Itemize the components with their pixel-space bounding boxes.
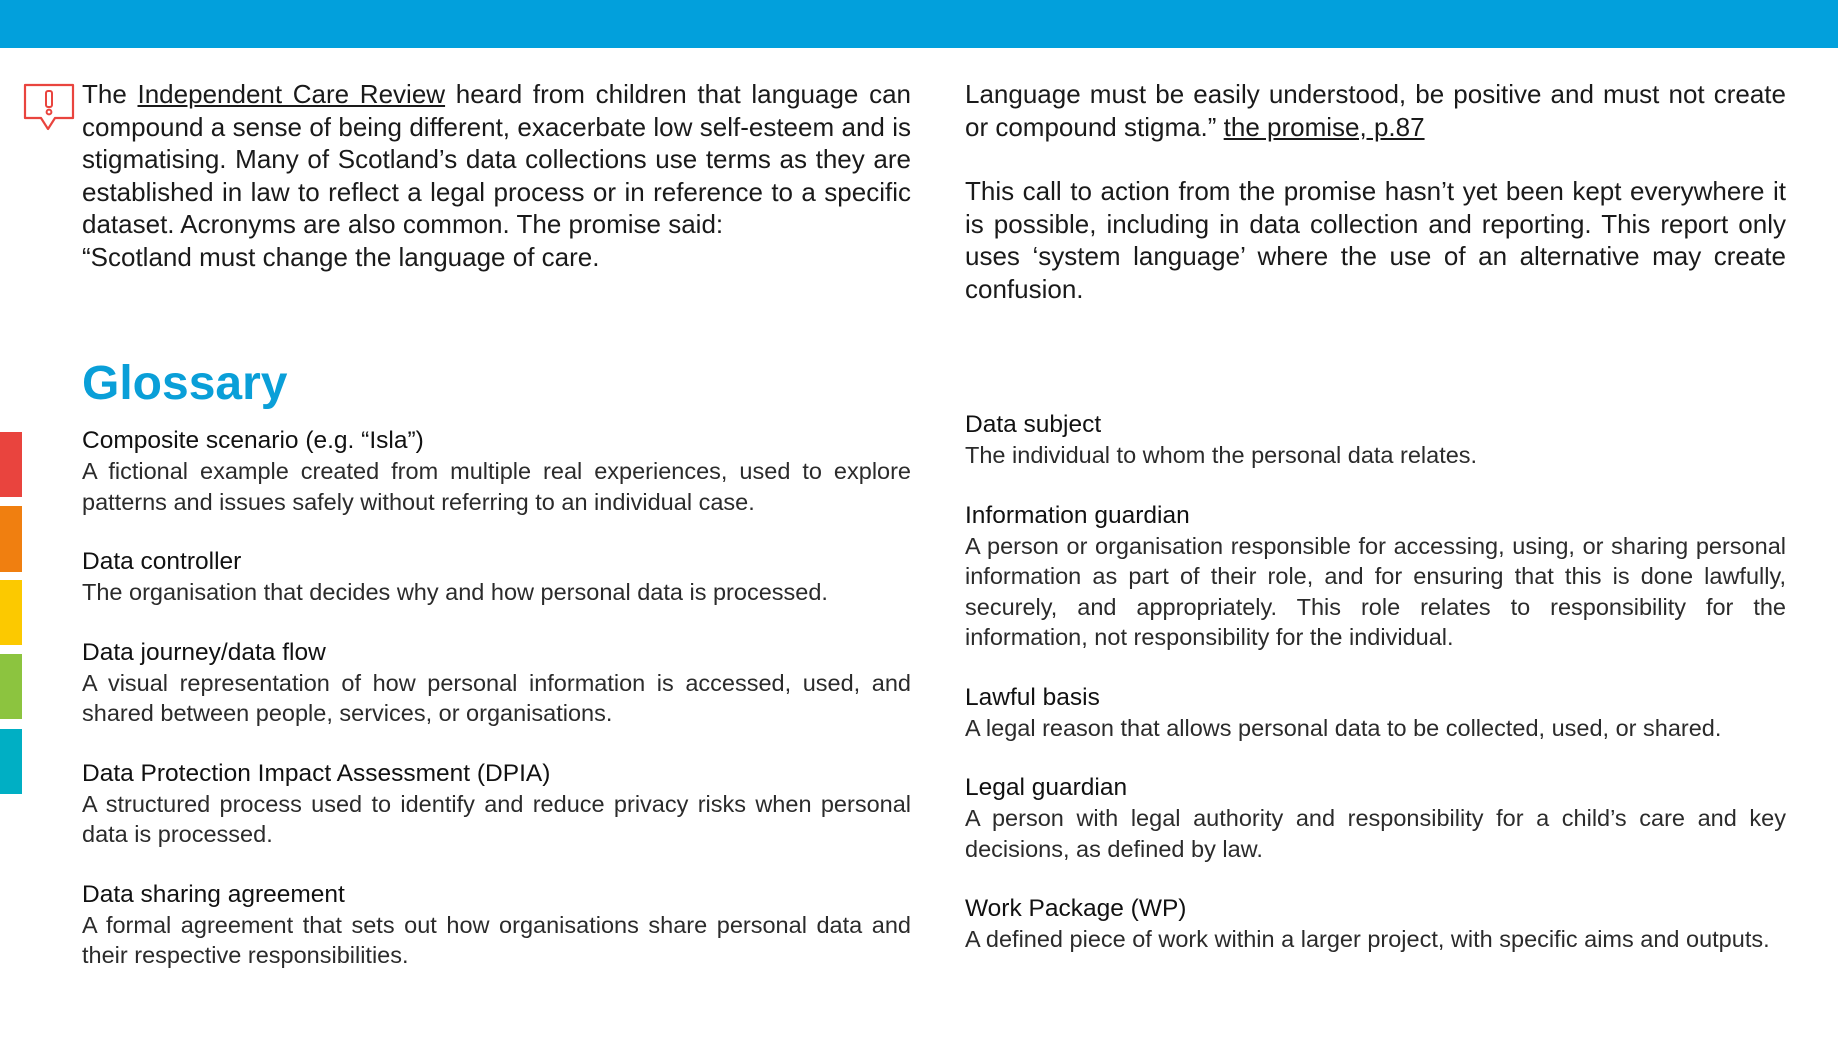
color-strip-teal [0, 729, 22, 794]
glossary-term: Information guardian [965, 501, 1190, 529]
glossary-entry [965, 683, 1786, 744]
glossary-term: Data subject [965, 411, 1102, 438]
glossary-definition: A formal agreement that sets out how organisations share personal data and their respective responsibilities. [82, 911, 911, 968]
glossary-entry [965, 894, 1786, 955]
glossary-heading: Glossary [82, 357, 288, 410]
intro-right-para2: This call to action from the promise hasn’t yet been kept everywhere it is possible, including in data collection and reporting. This report only uses ‘system language’ where the use of an alternative may create confusion. [965, 176, 1786, 304]
glossary-term: Data controller [82, 548, 242, 575]
intro-right-quote: Language must be easily understood, be positive and must not create or compound stigma.” [965, 79, 1786, 142]
glossary-definition: A defined piece of work within a larger project, with specific aims and outputs. [965, 926, 1770, 952]
glossary-definition: A visual representation of how personal information is accessed, used, and shared between people, services, or organisations. [82, 669, 911, 726]
glossary-term: Composite scenario (e.g. “Isla”) [82, 427, 424, 454]
glossary-definition: A person or organisation responsible for accessing, using, or sharing personal information as part of their role, and for ensuring that this is done lawfully, securely, and appropriately. This role relates to responsibility for the information, not responsibility for the individual. [965, 532, 1786, 650]
glossary-term: Data Protection Impact Assessment (DPIA) [82, 759, 551, 787]
glossary-definition: A person with legal authority and responsibility for a child’s care and key decisions, as defined by law. [965, 805, 1786, 862]
intro-left-prefix: The [82, 79, 138, 109]
glossary-term: Legal guardian [965, 774, 1128, 801]
glossary-term: Lawful basis [965, 683, 1100, 711]
glossary-entry [82, 638, 911, 729]
alert-speech-bubble-icon [22, 82, 76, 134]
glossary-entry [965, 501, 1786, 653]
glossary-right-column [965, 410, 1786, 985]
glossary-definition: The organisation that decides why and how personal data is processed. [82, 579, 828, 605]
glossary-definition: A fictional example created from multiple real experiences, used to explore patterns and issues safely without referring to an individual case. [82, 458, 911, 515]
glossary-definition: The individual to whom the personal data relates. [965, 442, 1478, 468]
independent-care-review-link[interactable]: Independent Care Review [137, 79, 446, 109]
intro-left-body: heard from children that language can compound a sense of being different, exacerbate low self-esteem and is stigmatising. Many of Scotland’s data collections use terms as they are established in law to reflect a legal process or in reference to a specific dataset. Acronyms are also common. The promise said: [82, 79, 911, 240]
glossary-term: Work Package (WP) [965, 895, 1187, 922]
intro-right-paragraph [965, 78, 1786, 306]
intro-left-quote: “Scotland must change the language of care. [82, 241, 600, 272]
glossary-term: Data sharing agreement [82, 880, 345, 908]
glossary-definition: A structured process used to identify and reduce privacy risks when personal data is processed. [82, 790, 911, 847]
top-header-bar [0, 0, 1838, 48]
glossary-term: Data journey/data flow [82, 638, 326, 666]
intro-left-paragraph [82, 78, 911, 274]
promise-p87-link[interactable]: the promise, p.87 [1223, 111, 1425, 142]
glossary-entry [82, 880, 911, 971]
glossary-entry [82, 759, 911, 850]
glossary-definition: A legal reason that allows personal data to be collected, used, or shared. [965, 714, 1722, 741]
color-strip-green [0, 654, 22, 719]
color-strip-yellow [0, 580, 22, 645]
glossary-entry [82, 547, 911, 608]
glossary-entry [965, 410, 1786, 471]
color-strip-orange [0, 506, 22, 572]
color-strip-red [0, 432, 22, 497]
glossary-entry [965, 773, 1786, 864]
glossary-left-column [82, 426, 911, 1001]
glossary-entry [82, 426, 911, 517]
